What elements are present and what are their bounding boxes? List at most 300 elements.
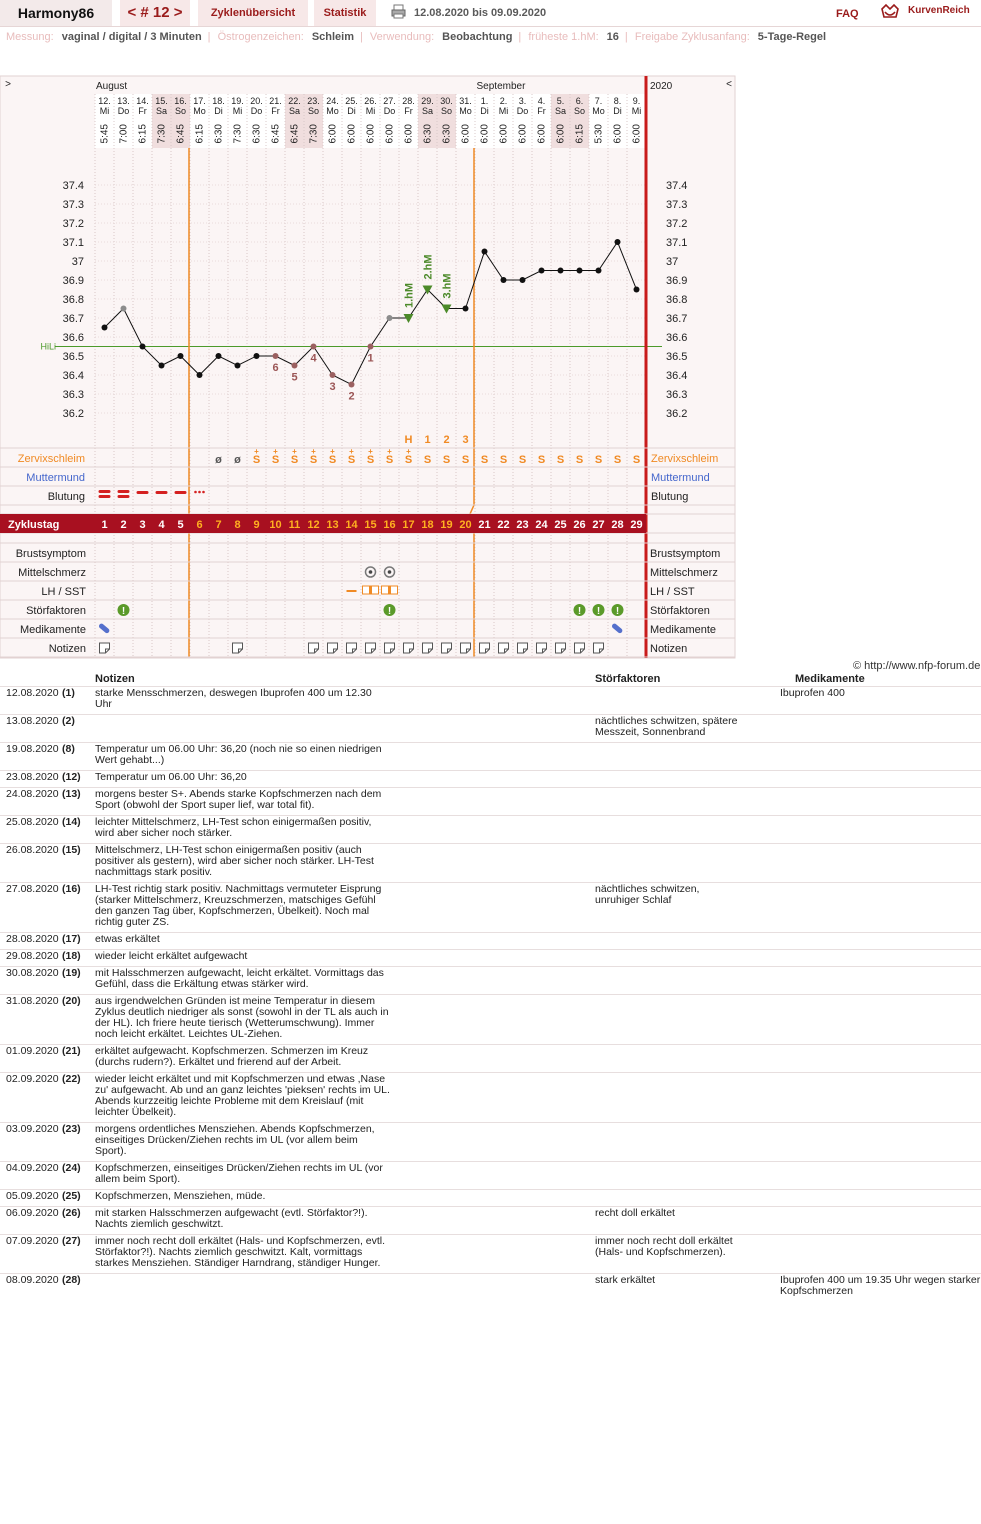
note-disturbance: stark erkältet (595, 1274, 780, 1302)
note-date: 05.09.2020 (0, 1190, 62, 1207)
y-tick-left: 37.1 (62, 237, 84, 249)
note-date: 01.09.2020 (0, 1045, 62, 1073)
temperature-point (178, 353, 184, 359)
notes-header-stoer: Störfaktoren (595, 673, 661, 685)
day-date-label: 20. (250, 96, 263, 106)
note-row (0, 715, 981, 743)
cervical-mucus-symbol: ø (234, 454, 241, 466)
row-label-brust-right: Brustsymptom (650, 548, 721, 560)
note-cycle-day: (22) (62, 1073, 95, 1123)
note-row (0, 1162, 981, 1190)
note-date: 12.08.2020 (0, 687, 62, 715)
note-medication (780, 1045, 981, 1073)
day-weekday-label: Fr (537, 106, 546, 116)
day-weekday-label: Di (613, 106, 622, 116)
cervical-mucus-symbol: S (423, 454, 432, 466)
cervical-mucus-symbol: S (271, 454, 280, 466)
temperature-point (349, 382, 355, 388)
day-weekday-label: So (174, 106, 187, 116)
cycle-day-number: 19 (440, 519, 453, 531)
note-medication (780, 788, 981, 816)
day-time-label: 7:30 (156, 124, 168, 144)
note-medication (780, 1073, 981, 1123)
note-medication (780, 844, 981, 883)
day-weekday-label: Fr (271, 106, 280, 116)
day-date-label: 29. (421, 96, 434, 106)
cervical-mucus-symbol: S (328, 454, 337, 466)
note-medication (780, 816, 981, 844)
day-date-label: 8. (613, 96, 622, 106)
cycle-day-number: 15 (364, 519, 377, 531)
temperature-point (577, 268, 583, 274)
note-disturbance (595, 933, 780, 950)
note-disturbance (595, 1162, 780, 1190)
lh-test-line (369, 586, 372, 594)
day-time-label: 5:30 (593, 124, 605, 144)
messung-label: Messung: (6, 31, 54, 43)
day-date-label: 16. (174, 96, 187, 106)
peak-count-label: H (404, 434, 413, 446)
note-date: 13.08.2020 (0, 715, 62, 743)
peak-count-label: 3 (462, 434, 469, 446)
temperature-point (634, 287, 640, 293)
day-weekday-label: Mi (365, 106, 376, 116)
day-time-label: 6:00 (403, 124, 415, 144)
temperature-point (254, 353, 260, 359)
bleeding-mark (99, 490, 111, 493)
day-time-label: 6:45 (270, 124, 282, 144)
note-cycle-day: (27) (62, 1235, 95, 1274)
day-weekday-label: Mo (326, 106, 339, 116)
day-date-label: 25. (345, 96, 358, 106)
note-disturbance (595, 816, 780, 844)
day-time-label: 6:00 (365, 124, 377, 144)
note-medication (780, 771, 981, 788)
note-disturbance: recht doll erkältet (595, 1207, 780, 1235)
cycle-day-number: 1 (101, 519, 108, 531)
row-label-stoer: Störfaktoren (26, 605, 86, 617)
note-date: 06.09.2020 (0, 1207, 62, 1235)
day-time-label: 6:00 (555, 124, 567, 144)
cervical-mucus-symbol: S (575, 454, 584, 466)
note-text: leichter Mittelschmerz, LH-Test schon einigermaßen positiv, wird aber sicher noch stärker. (95, 816, 595, 844)
day-date-label: 13. (117, 96, 130, 106)
note-medication (780, 743, 981, 771)
temperature-point (159, 363, 165, 369)
cervical-mucus-symbol: S (461, 454, 470, 466)
note-cycle-day: (21) (62, 1045, 95, 1073)
note-row (0, 1123, 981, 1162)
count-label: 3 (329, 381, 336, 393)
peak-count-label: 2 (443, 434, 450, 446)
cycle-day-number: 24 (535, 519, 548, 531)
disturbance-icon-mark: ! (615, 606, 620, 617)
cervical-mucus-plus: + (292, 447, 297, 456)
note-text: Kopfschmerzen, einseitiges Drücken/Ziehen rechts im UL (vor allem beim Sport). (95, 1162, 595, 1190)
cycle-day-number: 10 (269, 519, 282, 531)
day-date-label: 31. (459, 96, 472, 106)
note-text: erkältet aufgewacht. Kopfschmerzen. Schmerzen im Kreuz (durchs rudern?). Erkältet und frierend auf der Arbeit. (95, 1045, 595, 1073)
note-date: 25.08.2020 (0, 816, 62, 844)
y-tick-left: 36.2 (62, 408, 84, 420)
y-tick-right: 36.2 (666, 408, 688, 420)
copyright: © http://www.nfp-forum.de (853, 660, 981, 672)
cervical-mucus-symbol: S (537, 454, 546, 466)
y-tick-right: 36.6 (666, 332, 688, 344)
day-date-label: 26. (364, 96, 377, 106)
note-disturbance (595, 1190, 780, 1207)
cycle-day-number: 29 (630, 519, 643, 531)
day-weekday-label: Mi (99, 106, 110, 116)
tab-statistics[interactable]: Statistik (314, 0, 376, 26)
bleeding-mark (156, 491, 168, 494)
day-weekday-label: Fr (138, 106, 147, 116)
y-tick-right: 37.1 (666, 237, 688, 249)
temperature-point (102, 325, 108, 331)
row-label-zervix: Zervixschleim (17, 453, 85, 465)
note-text: wieder leicht erkältet und mit Kopfschmerzen und etwas ,Nase zu' aufgewacht. Ab und an ganz leichtes 'pieksen' rechts im UL. Abends kurzzeitig leichte Probleme mit dem Kreislauf (mit leichter Übelkeit). (95, 1073, 595, 1123)
y-tick-left: 36.4 (62, 370, 84, 382)
messung-value: vaginal / digital / 3 Minuten (61, 31, 202, 43)
day-date-label: 30. (440, 96, 453, 106)
day-weekday-label: Sa (421, 106, 434, 116)
temperature-point (140, 344, 146, 350)
day-time-label: 6:00 (479, 124, 491, 144)
y-tick-left: 37.2 (62, 218, 84, 230)
cycle-day-number: 16 (383, 519, 396, 531)
note-row (0, 883, 981, 933)
note-cycle-day: (16) (62, 883, 95, 933)
y-tick-left: 36.3 (62, 389, 84, 401)
note-medication (780, 995, 981, 1045)
y-tick-right: 36.9 (666, 275, 688, 287)
cervical-mucus-plus: + (368, 447, 373, 456)
day-weekday-label: So (440, 106, 453, 116)
temperature-point (520, 277, 526, 283)
day-time-label: 6:30 (441, 124, 453, 144)
day-time-label: 6:45 (175, 124, 187, 144)
note-medication (780, 1123, 981, 1162)
temperature-point (235, 363, 241, 369)
temperature-point (368, 344, 374, 350)
note-cycle-day: (17) (62, 933, 95, 950)
notes-header-medi: Medikamente (795, 673, 865, 685)
mittelschmerz-icon-core (388, 570, 392, 574)
note-text (95, 715, 595, 743)
cervical-mucus-plus: + (349, 447, 354, 456)
temperature-point (463, 306, 469, 312)
day-weekday-label: Mi (498, 106, 509, 116)
y-tick-right: 37.4 (666, 180, 688, 192)
day-time-label: 6:00 (346, 124, 358, 144)
hm-label: 1.hM (403, 282, 416, 308)
cervical-mucus-symbol: S (594, 454, 603, 466)
cycle-day-number: 22 (497, 519, 510, 531)
cycle-chart (0, 0, 981, 660)
row-label-mittel: Mittelschmerz (18, 567, 86, 579)
note-date: 07.09.2020 (0, 1235, 62, 1274)
cervical-mucus-symbol: S (556, 454, 565, 466)
cervical-mucus-symbol: S (404, 454, 413, 466)
row-label-brust: Brustsymptom (15, 548, 86, 560)
temperature-point (558, 268, 564, 274)
chart-panel (0, 76, 735, 658)
day-weekday-label: Mo (592, 106, 605, 116)
note-date: 29.08.2020 (0, 950, 62, 967)
note-date: 02.09.2020 (0, 1073, 62, 1123)
note-date: 23.08.2020 (0, 771, 62, 788)
note-cycle-day: (26) (62, 1207, 95, 1235)
earliest-hm-label: früheste 1.hM: (528, 31, 599, 43)
note-cycle-day: (15) (62, 844, 95, 883)
note-text: mit starken Halsschmerzen aufgewacht (evtl. Störfaktor?!). Nachts ziemlich geschwitzt. (95, 1207, 595, 1235)
note-disturbance (595, 771, 780, 788)
temperature-point (121, 306, 127, 312)
count-label: 1 (367, 352, 374, 365)
note-medication (780, 933, 981, 950)
note-cycle-day: (19) (62, 967, 95, 995)
day-time-label: 6:00 (536, 124, 548, 144)
cycle-day-number: 3 (139, 519, 146, 531)
note-date: 27.08.2020 (0, 883, 62, 933)
note-disturbance (595, 967, 780, 995)
day-date-label: 27. (383, 96, 396, 106)
nav-prev: > (5, 79, 11, 90)
row-label-lh: LH / SST (41, 586, 86, 598)
temperature-point (539, 268, 545, 274)
cycle-day-number: 25 (554, 519, 567, 531)
day-date-label: 15. (155, 96, 168, 106)
day-date-label: 6. (575, 96, 584, 106)
day-time-label: 6:00 (327, 124, 339, 144)
temperature-point (197, 372, 203, 378)
count-label: 5 (291, 371, 298, 384)
lh-test-line (388, 586, 391, 594)
note-row (0, 1190, 981, 1207)
day-date-label: 24. (326, 96, 339, 106)
day-weekday-label: Sa (155, 106, 168, 116)
y-tick-left: 37.3 (62, 199, 84, 211)
note-text: etwas erkältet (95, 933, 595, 950)
temperature-point (596, 268, 602, 274)
note-disturbance (595, 1073, 780, 1123)
day-date-label: 3. (518, 96, 527, 106)
faq-link[interactable]: FAQ (836, 8, 859, 20)
note-row (0, 816, 981, 844)
day-date-label: 19. (231, 96, 244, 106)
note-disturbance (595, 844, 780, 883)
cycle-switcher[interactable]: < # 12 > (120, 0, 190, 26)
day-weekday-label: Di (347, 106, 356, 116)
y-tick-right: 36.5 (666, 351, 688, 363)
day-time-label: 6:30 (251, 124, 263, 144)
freigabe-value: 5-Tage-Regel (757, 31, 827, 43)
note-row (0, 995, 981, 1045)
oestrogen-value: Schleim (311, 31, 354, 43)
day-date-label: 28. (402, 96, 415, 106)
day-weekday-label: Mo (459, 106, 472, 116)
count-label: 2 (348, 390, 355, 403)
temperature-point (273, 353, 279, 359)
note-date: 31.08.2020 (0, 995, 62, 1045)
temperature-point (292, 363, 298, 369)
note-row (0, 933, 981, 950)
note-text: morgens bester S+. Abends starke Kopfschmerzen nach dem Sport (obwohl der Sport super lief, war total fit). (95, 788, 595, 816)
note-text: Temperatur um 06.00 Uhr: 36,20 (95, 771, 595, 788)
note-cycle-day: (14) (62, 816, 95, 844)
y-tick-right: 36.4 (666, 370, 688, 382)
row-label-medi-right: Medikamente (650, 624, 717, 636)
row-label-mittel-right: Mittelschmerz (650, 567, 718, 579)
note-row (0, 1207, 981, 1235)
day-time-label: 6:15 (194, 124, 206, 144)
day-date-label: 7. (594, 96, 603, 106)
note-text: aus irgendwelchen Gründen ist meine Temperatur in diesem Zyklus deutlich niedriger als sonst (sowohl in der TL als auch in der HL). Ich friere heute tierisch (Wetterumschwung). Immer noch leicht erkältet. Leichtes UL-Ziehen. (95, 995, 595, 1045)
row-label-medi: Medikamente (19, 624, 86, 636)
note-cycle-day: (12) (62, 771, 95, 788)
cycle-day-number: 5 (177, 519, 184, 531)
day-time-label: 5:45 (99, 124, 111, 144)
day-weekday-label: Di (214, 106, 223, 116)
note-text: Kopfschmerzen, Mensziehen, müde. (95, 1190, 595, 1207)
cervical-mucus-plus: + (330, 447, 335, 456)
day-weekday-label: Sa (554, 106, 567, 116)
note-date: 19.08.2020 (0, 743, 62, 771)
bleeding-mark (99, 495, 111, 498)
note-text (95, 1274, 595, 1302)
note-row (0, 743, 981, 771)
y-tick-left: 36.7 (62, 313, 84, 325)
day-time-label: 6:15 (574, 124, 586, 144)
bleeding-mark (118, 490, 130, 493)
day-date-label: 12. (98, 96, 111, 106)
username: Harmony86 (0, 0, 112, 26)
note-row (0, 687, 981, 715)
freigabe-label: Freigabe Zyklusanfang: (634, 31, 750, 43)
row-label-stoer-right: Störfaktoren (650, 605, 710, 617)
note-disturbance: nächtliches schwitzen, spätere Messzeit, Sonnenbrand (595, 715, 780, 743)
bleeding-mark (175, 491, 187, 494)
cycle-day-number: 4 (158, 519, 165, 531)
count-label: 4 (310, 352, 317, 365)
cycle-day-number: 21 (478, 519, 491, 531)
cervical-mucus-symbol: S (613, 454, 622, 466)
cervical-mucus-symbol: S (632, 454, 641, 466)
day-date-label: 1. (480, 96, 489, 106)
note-cycle-day: (25) (62, 1190, 95, 1207)
note-date: 30.08.2020 (0, 967, 62, 995)
note-date: 03.09.2020 (0, 1123, 62, 1162)
count-label: 6 (272, 362, 279, 374)
note-medication (780, 1162, 981, 1190)
hm-label: 3.hM (441, 273, 454, 299)
cycle-day-number: 2 (120, 519, 127, 531)
top-header (0, 0, 981, 27)
lh-test-negative (347, 590, 357, 592)
brand-name[interactable]: KurvenReich (908, 5, 970, 16)
printer-icon[interactable] (391, 4, 406, 19)
cervical-mucus-symbol: S (252, 454, 261, 466)
cycle-day-number: 28 (611, 519, 624, 531)
cycle-day-number: 12 (307, 519, 320, 531)
cervical-mucus-plus: + (406, 447, 411, 456)
cervical-mucus-symbol: S (442, 454, 451, 466)
cervical-mucus-symbol: S (385, 454, 394, 466)
temperature-point (311, 344, 317, 350)
day-date-label: 9. (632, 96, 641, 106)
cervical-mucus-symbol: ø (215, 454, 222, 466)
cycle-day-number: 13 (326, 519, 339, 531)
disturbance-icon-mark: ! (596, 606, 601, 617)
cycle-day-number: 18 (421, 519, 434, 531)
day-date-label: 18. (212, 96, 225, 106)
note-disturbance (595, 995, 780, 1045)
note-text: immer noch recht doll erkältet (Hals- und Kopfschmerzen, evtl. Störfaktor?!). Nachts ziemlich geschwitzt. Kalt, vormittags starkes Mensziehen. Ständiger Harndrang, ständiger Hunger. (95, 1235, 595, 1274)
row-label-blutung-right: Blutung (651, 491, 689, 503)
note-medication (780, 1235, 981, 1274)
cycle-day-number: 8 (234, 519, 241, 531)
row-label-blutung: Blutung (47, 491, 85, 503)
cervical-mucus-symbol: S (518, 454, 527, 466)
hili-label: HiLi (40, 341, 56, 352)
y-tick-left: 37.4 (62, 180, 84, 192)
note-medication (780, 950, 981, 967)
cervical-mucus-symbol: S (480, 454, 489, 466)
y-tick-right: 37.3 (666, 199, 688, 211)
date-range: 12.08.2020 bis 09.09.2020 (414, 7, 547, 19)
day-time-label: 6:00 (517, 124, 529, 144)
row-label-zervix-right: Zervixschleim (651, 453, 719, 465)
row-label-notizen-right: Notizen (650, 643, 688, 655)
note-row (0, 771, 981, 788)
note-row (0, 967, 981, 995)
day-time-label: 6:00 (460, 124, 472, 144)
note-text: morgens ordentliches Mensziehen. Abends Kopfschmerzen, einseitiges Drücken/Ziehen rechts im UL (vor allem beim Sport). (95, 1123, 595, 1162)
temperature-point (615, 239, 621, 245)
note-date: 26.08.2020 (0, 844, 62, 883)
day-time-label: 6:45 (289, 124, 301, 144)
cycle-day-number: 17 (402, 519, 415, 531)
note-cycle-day: (20) (62, 995, 95, 1045)
note-cycle-day: (28) (62, 1274, 95, 1302)
cycle-day-number: 27 (592, 519, 605, 531)
note-text: LH-Test richtig stark positiv. Nachmittags vermuteter Eisprung (starker Mittelschmerz, Kreuzschmerzen, matschiges Gefühl den ganzen Tag über, Kopfschmerzen, Übelkeit). Noch mal richtig guter ZS. (95, 883, 595, 933)
cycle-day-number: 7 (215, 519, 222, 531)
disturbance-icon-mark: ! (577, 606, 582, 617)
month-august: August (96, 81, 128, 92)
year-label: 2020 (650, 81, 673, 92)
note-cycle-day: (18) (62, 950, 95, 967)
cervical-mucus-plus: + (254, 447, 259, 456)
day-weekday-label: Mi (631, 106, 642, 116)
note-medication (780, 967, 981, 995)
note-medication (780, 883, 981, 933)
day-weekday-label: Do (516, 106, 529, 116)
kurvenreich-logo-icon[interactable] (880, 3, 900, 21)
bleeding-dot (202, 491, 205, 494)
verwendung-value: Beobachtung (442, 31, 513, 43)
tab-cycle-overview[interactable]: Zyklenübersicht (198, 0, 308, 26)
note-disturbance (595, 1123, 780, 1162)
y-tick-right: 36.8 (666, 294, 688, 306)
mittelschmerz-icon-core (369, 570, 373, 574)
note-disturbance: nächtliches schwitzen, unruhiger Schlaf (595, 883, 780, 933)
note-date: 04.09.2020 (0, 1162, 62, 1190)
cycle-meta: Messung: vaginal / digital / 3 Minuten | Östrogenzeichen: Schleim | Verwendung: Beobachtung | früheste 1.hM: 16 | Freigabe Zyklusanfang: 5-Tage-Regel (6, 31, 827, 43)
cycle-day-number: 9 (253, 519, 260, 531)
peak-count-label: 1 (424, 434, 431, 446)
bleeding-dot (194, 491, 197, 494)
